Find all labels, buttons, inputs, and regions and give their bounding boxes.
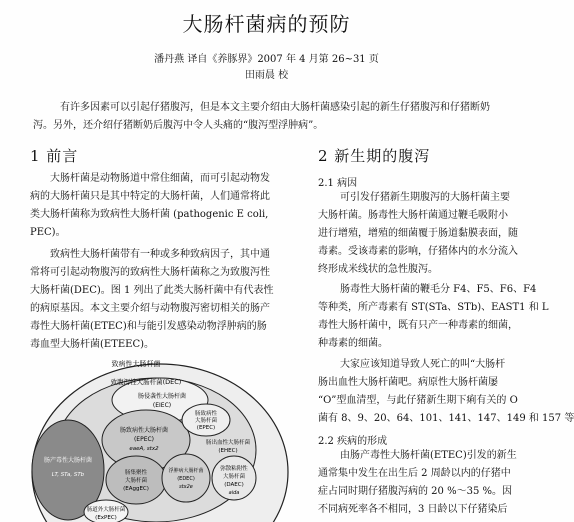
text-line: 症占同时期仔猪腹泻病的 20 %～35 %。因 [318,486,512,497]
subsection-2-1-heading: 2.1 病因 [318,178,358,189]
text-line: 由肠产毒性大肠杆菌(ETEC)引发的新生 [340,450,517,461]
section-1-paragraph-2 [30,246,296,354]
text-line: 通常集中发生在出生后 2 周龄以内的仔猪中 [318,468,511,479]
label-epec2-abbr: (EPEC) [196,425,216,431]
label-edema-abbr: (EDEC) [177,476,195,482]
byline: 潘丹燕 译自《养豚界》2007 年 4 月第 26~31 页 [154,54,379,65]
label-etec-genes: LT, STa, STb [51,472,85,478]
text-line: 大家应该知道导致人死亡的叫“大肠杆 [340,359,506,370]
text-line: “O”型血清型，与此仔猪新生期下痢有关的 O [318,395,518,406]
label-eiec-abbr: (EIEC) [152,402,172,409]
text-line: 进行增殖，增殖的细菌覆于肠道黏膜表面，随 [318,228,518,239]
text-line: PEC)。 [30,227,66,238]
text-line: 毒性大肠杆菌(ETEC)和与能引发感染动物浮肿病的肠 [30,321,267,332]
text-line: 肠毒性大肠杆菌的鞭毛分 F4、F5、F6、F4 [340,284,537,295]
label-edema-genes: stx2e [179,484,193,490]
figure-1-venn-diagram [28,352,298,522]
label-epec-abbr: (EPEC) [133,436,155,443]
text-line: 毒血型大肠杆菌(ETEEC)。 [30,339,155,350]
text-line: 不同病死率各不相同，3 日龄以下仔猪染后 [318,504,508,515]
label-ehec-abbr: (EHEC) [218,448,238,454]
label-epec2-sub: 大肠杆菌 [194,418,218,424]
abstract-line-2: 泻。另外，还介绍仔猪断奶后腹泻中令人头痛的“腹泻型浮肿病”。 [33,120,324,131]
section-2-paragraph-3 [318,356,574,428]
article-title: 大肠杆菌病的预防 [182,12,351,36]
section-2-paragraph-4 [318,447,533,519]
text-line: 致病性大肠杆菌带有一种或多种致病因子，其中通 [50,249,270,260]
label-daec: 弥散粘附性 [220,466,248,472]
text-line: 大肠杆菌是动物肠道中常住细菌，而可引起动物发 [50,173,270,184]
section-1-heading: 1 前言 [30,147,79,165]
text-line: 的病原基因。本文主要介绍与动物腹泻密切相关的肠产 [30,303,270,314]
text-line: 毒性大肠杆菌中，既有只产一种毒素的细菌， [318,320,518,331]
label-ehec: 肠出血性大肠杆菌 [205,440,251,446]
reviewer-line: 田雨晨 校 [244,70,289,81]
text-line: 种毒素的细菌。 [318,338,388,349]
text-line: 等种类，所产毒素有 ST(STa、STb)、EAST1 和 L [318,302,549,313]
text-line: 菌有 8、9、20、64、101、141、147、149 和 157 等 [318,413,574,424]
label-epec: 肠致病性大肠杆菌 [119,427,169,434]
text-line: 毒素。受该毒素的影响，仔猪体内的水分流入 [318,246,518,257]
label-epec-genes: eaeA, stx2 [129,446,159,452]
abstract-line-1: 有许多因素可以引起仔猪腹泻，但是本文主要介绍由大肠杆菌感染引起的新生仔猪腹泻和仔猪断奶 [60,102,490,113]
label-daec-sub: 大肠杆菌 [222,474,246,480]
label-dec: 致腹泻性大肠杆菌(DEC) [110,378,182,386]
label-daec-abbr: (DAEC) [224,482,244,488]
label-etec: 肠产毒性大肠杆菌 [43,457,93,464]
label-epec2: 肠致病性 [194,411,218,417]
section-2-heading: 2 新生期的腹泻 [318,147,431,165]
label-expec-abbr: (ExPEC) [95,515,117,521]
label-edema: 浮肿病大肠杆菌 [168,468,204,474]
text-line: 终形成米线状的急性腹泻。 [318,264,438,275]
label-outer: 致病性大肠杆菌 [111,360,161,368]
text-line: 大肠杆菌(DEC)。图 1 列出了此类大肠杆菌中有代表性 [30,285,274,296]
label-eaggec: 肠集聚性 [124,470,148,476]
label-eaggec-abbr: (EAggEC) [123,486,149,492]
section-1-paragraph-1 [30,170,296,242]
section-2-paragraph-1 [318,189,533,279]
text-line: 常将可引起动物腹泻的致病性大肠杆菌称之为致腹泻性 [30,267,270,278]
text-line: 大肠杆菌。肠毒性大肠杆菌通过鞭毛吸附小 [318,210,508,221]
text-line: 肠出血性大肠杆菌吧。病原性大肠杆菌屡 [318,377,498,388]
text-line: 类大肠杆菌称为致病性大肠杆菌 (pathogenic E coli, [30,209,269,220]
label-expec: 肠道外大肠杆菌 [86,507,126,513]
section-2-paragraph-2 [318,281,549,353]
text-line: 可引发仔猪新生期腹泻的大肠杆菌主要 [340,192,510,203]
label-eaggec-sub: 大肠杆菌 [124,478,148,484]
label-eiec: 肠侵袭性大肠杆菌 [137,393,187,400]
label-daec-genes: aida [228,490,240,496]
text-line: 病的大肠杆菌只是其中特定的大肠杆菌，人们通常将此 [30,191,270,202]
subsection-2-2-heading: 2.2 疾病的形成 [318,436,388,447]
